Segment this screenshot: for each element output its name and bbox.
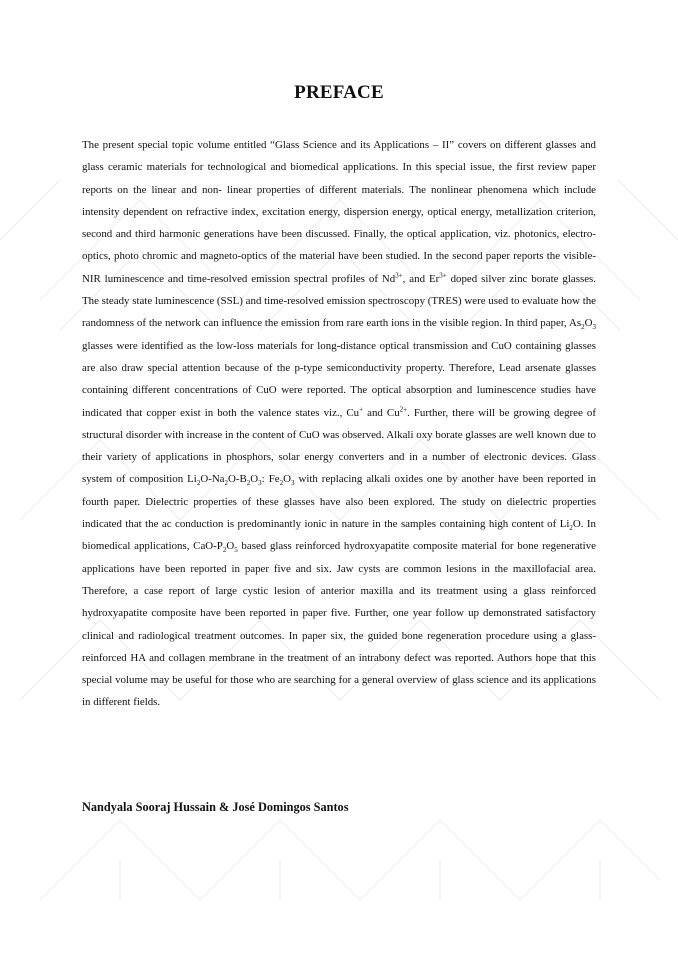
paragraph-text-run: The present special topic volume entitled “Glass Science and its Applications – II” covers on different glasses and glass ceramic materials for technological and biomedical applications. In this special issue, the first review paper reports on the linear and non- linear properties of different materials. The nonlinear phenomena which include intensity dependent on refractive index, excitation energy, dispersion energy, optical energy, metallization criterion, second and third harmonic generations have been discussed. Finally, the optical application, viz. photonics, electro- optics, photo chromic and magneto-optics of the material have been studied. In the second paper reports the visible-NIR luminescence and time-resolved emission spectral profiles of Nd xyxy=(82,139,596,285)
author-names: Nandyala Sooraj Hussain & José Domingos Santos xyxy=(82,800,349,814)
paragraph-text-run: O xyxy=(226,540,235,553)
superscript: 3+ xyxy=(439,271,447,280)
paragraph-text-run: and Cu xyxy=(363,406,400,419)
superscript: 3+ xyxy=(395,271,403,280)
page-title: PREFACE xyxy=(294,82,384,103)
subscript: 3 xyxy=(592,323,596,332)
subscript: 2 xyxy=(246,479,251,488)
paragraph-text-run: , and Er xyxy=(402,272,440,285)
subscript: 2 xyxy=(279,479,284,488)
paragraph-text-run: based glass reinforced hydroxyapatite composite material for bone regenerative applications have been reported in paper five and six. Jaw cysts are common lesions in the maxillofacial area. Therefore, a case report of large cystic lesion of anterior maxilla and its treatment using a glass reinforced hydroxyapatite composite have been reported in paper five. Further, one year follow up demonstrated satisfactory clinical and radiological treatment outcomes. In paper six, the guided bone regeneration procedure using a glass-reinforced HA and collagen membrane in the treatment of an intrabony defect was reported. Authors hope that this special volume may be useful for those who are searching for a general overview of glass science and its applications in different fields. xyxy=(82,540,596,709)
paragraph-text-run: O-B xyxy=(228,473,247,486)
paragraph-text-run: doped silver zinc borate glasses. The steady state luminescence (SSL) and time-resolved emission spectroscopy (TRES) were used to evaluate how the randomness of the network can influence the emission from rare earth ions in the visible region. In third paper, As xyxy=(82,272,596,330)
paragraph-text-run: O xyxy=(283,473,291,486)
subscript: 2 xyxy=(222,546,227,555)
subscript: 2 xyxy=(196,479,201,488)
subscript: 3 xyxy=(290,479,295,488)
paragraph-text-run: : Fe xyxy=(261,473,280,486)
paragraph-text-run: O xyxy=(584,317,593,330)
subscript: 2 xyxy=(224,479,229,488)
superscript: 2+ xyxy=(399,404,408,413)
paragraph-text-run: O xyxy=(250,473,259,486)
preface-paragraph xyxy=(82,134,596,714)
paragraph-text-run: glasses were identified as the low-loss materials for long-distance optical transmission and CuO containing glasses are also draw special attention because of the p-type semiconductivity property. Therefore, Lead arsenate glasses containing different concentrations of CuO were reported. The optical absorption and luminescence studies have indicated that copper exist in both the valence states viz., Cu xyxy=(82,339,596,419)
paragraph-text-run: O-Na xyxy=(200,473,225,486)
paragraph-text-run: with replacing alkali oxides one by another have been reported in fourth paper. Dielectric properties of these glasses have also been explored. The study on dielectric properties indicated that the ac conduction is predominantly ionic in nature in the samples containing high content of Li xyxy=(82,473,597,531)
subscript: 5 xyxy=(234,546,238,555)
superscript: + xyxy=(359,404,364,413)
subscript: 2 xyxy=(581,323,585,332)
paragraph-text-run: O. In biomedical applications, CaO-P xyxy=(82,518,596,553)
subscript: 3 xyxy=(258,479,262,488)
paragraph-text-run: . Further, there will be growing degree of structural disorder with increase in the content of CuO was observed. Alkali oxy borate glasses are well known due to their variety of applications in phosphors, solar energy converters and in a number of electronic devices. Glass system of composition Li xyxy=(82,406,596,486)
subscript: 2 xyxy=(569,524,573,533)
